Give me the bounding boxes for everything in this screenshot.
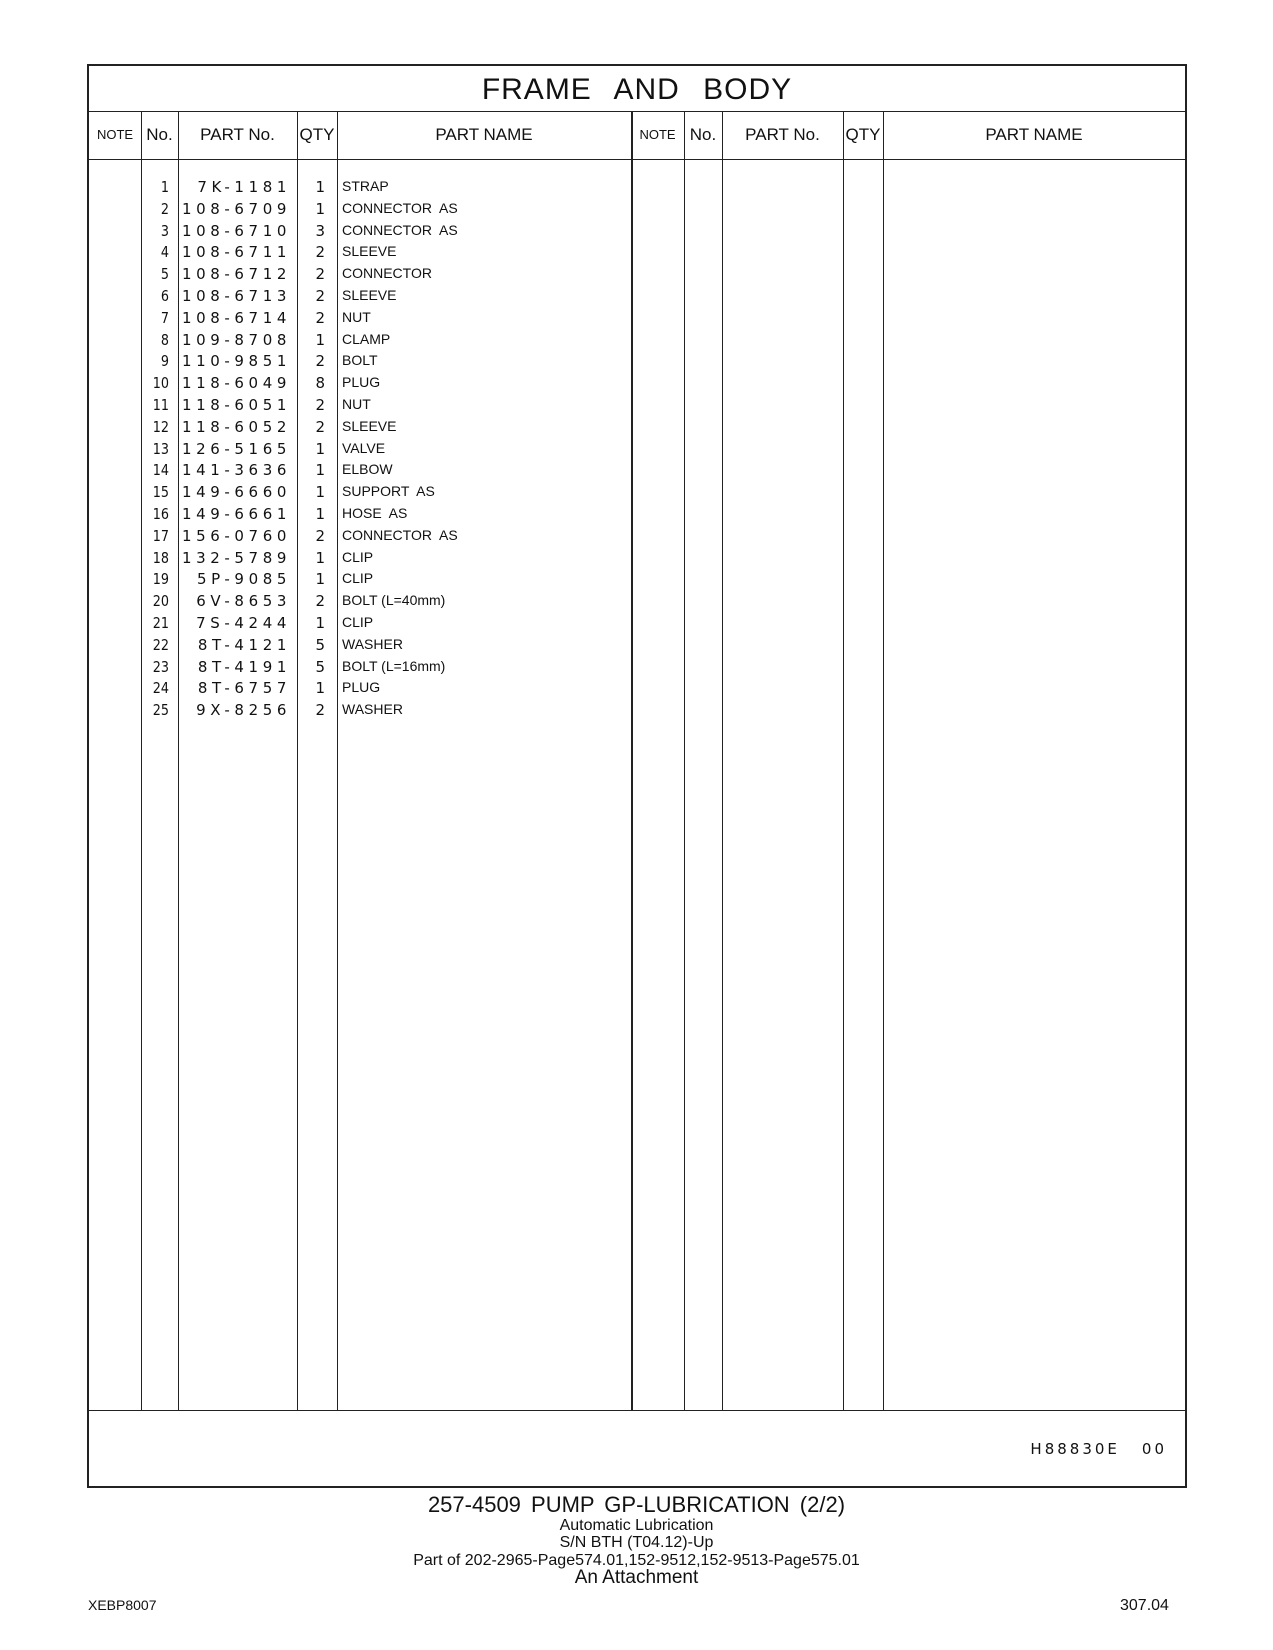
table-row: [89, 374, 689, 397]
part-name: PLUG: [342, 679, 381, 696]
table-row: [89, 505, 689, 528]
part-number: 108-6710: [181, 221, 291, 240]
part-number: 7K-1181: [197, 178, 291, 196]
table-header: [89, 112, 1185, 160]
table-row: [89, 570, 689, 593]
caption-attachment: An Attachment: [574, 1567, 699, 1588]
item-number: 18: [152, 548, 169, 567]
parts-list-frame: [87, 64, 1187, 1488]
document-id: XEBP8007: [88, 1597, 157, 1613]
header-no-right: No.: [689, 125, 717, 144]
part-name: CLIP: [342, 614, 374, 630]
table-row: [89, 679, 689, 702]
page-title: FRAME AND BODY: [89, 66, 1185, 112]
quantity: 1: [315, 548, 325, 567]
header-note-right: NOTE: [639, 127, 676, 142]
part-name: WASHER: [342, 635, 403, 652]
table-row: [89, 396, 689, 419]
table-row: [89, 243, 689, 266]
table-row: [89, 701, 689, 724]
part-name: WASHER: [342, 701, 403, 718]
table-row: [89, 636, 689, 659]
item-number: 13: [152, 439, 169, 458]
part-name: CLIP: [342, 548, 374, 565]
part-name: PLUG: [342, 374, 381, 391]
part-number: 110-9851: [181, 352, 291, 371]
part-number: 132-5789: [181, 548, 291, 567]
item-number: 12: [152, 417, 169, 436]
part-name: BOLT: [342, 352, 378, 369]
header-qty-left: QTY: [299, 125, 335, 144]
table-row: [89, 614, 689, 637]
part-number: 9X-8256: [196, 701, 291, 720]
table-row: [89, 222, 689, 245]
table-row: [89, 527, 689, 550]
part-number: 108-6712: [181, 265, 291, 284]
part-name: SLEEVE: [342, 243, 397, 260]
quantity: 2: [315, 526, 325, 545]
part-number: 7S-4244: [196, 614, 291, 632]
item-number: 15: [152, 483, 169, 502]
item-number: 4: [160, 243, 169, 262]
header-no-left: No.: [146, 125, 173, 144]
part-name: SLEEVE: [342, 287, 397, 303]
caption-part-of: Part of 202-2965-Page574.01,152-9512,152-9513-Page575.01: [413, 1552, 860, 1569]
quantity: 1: [315, 439, 325, 458]
item-number: 21: [152, 614, 169, 632]
part-number: 149-6660: [181, 483, 291, 502]
part-name: NUT: [342, 308, 371, 325]
part-name: SLEEVE: [342, 417, 397, 434]
part-number: 5P-9085: [196, 570, 291, 589]
table-row: [89, 483, 689, 506]
header-part-name-left: PART NAME: [435, 125, 533, 144]
item-number: 5: [160, 265, 169, 284]
part-number: 156-0760: [181, 526, 291, 545]
item-number: 9: [160, 352, 169, 371]
quantity: 2: [315, 701, 325, 720]
part-name: CONNECTOR AS: [342, 199, 458, 216]
table-row: [89, 331, 689, 354]
quantity: 5: [315, 657, 325, 676]
item-number: 23: [152, 657, 169, 676]
table-row: [89, 440, 689, 463]
quantity: 2: [315, 287, 325, 305]
quantity: 1: [315, 505, 325, 523]
quantity: 1: [315, 178, 325, 196]
part-number: 6V-8653: [196, 592, 291, 611]
item-number: 3: [160, 221, 169, 240]
quantity: 2: [315, 243, 325, 262]
part-number: 141-3636: [181, 461, 291, 480]
item-number: 7: [160, 308, 169, 327]
drawing-code: [1030, 1440, 1167, 1458]
item-number: 20: [152, 592, 169, 611]
column-divider: [883, 112, 884, 1410]
item-number: 17: [152, 526, 169, 545]
table-row: [89, 352, 689, 375]
part-number: 108-6713: [181, 287, 291, 305]
table-row: [89, 265, 689, 288]
item-number: 25: [152, 701, 169, 720]
part-number: 108-6709: [181, 199, 291, 218]
quantity: 1: [315, 614, 325, 632]
quantity: 1: [315, 330, 325, 349]
item-number: 8: [160, 330, 169, 349]
table-row: [89, 287, 689, 310]
quantity: 3: [315, 221, 325, 240]
part-name: BOLT (L=16mm): [342, 657, 446, 674]
column-divider: [722, 112, 723, 1410]
part-number: 8T-6757: [197, 679, 291, 698]
part-number: 126-5165: [181, 439, 291, 458]
part-name: CONNECTOR: [342, 265, 432, 282]
column-divider: [843, 112, 844, 1410]
quantity: 1: [315, 483, 325, 502]
header-part-no-right: PART No.: [745, 125, 820, 144]
part-name: HOSE AS: [342, 505, 408, 521]
part-number: 118-6051: [181, 396, 291, 414]
quantity: 2: [315, 308, 325, 327]
part-number: 118-6052: [181, 417, 291, 436]
part-number: 108-6711: [181, 243, 291, 262]
item-number: 1: [160, 178, 169, 196]
quantity: 2: [315, 592, 325, 611]
item-number: 6: [160, 287, 169, 305]
header-part-name-right: PART NAME: [985, 125, 1083, 144]
quantity: 1: [315, 570, 325, 589]
table-row: [89, 549, 689, 572]
item-number: 14: [152, 461, 169, 480]
part-name: STRAP: [342, 178, 389, 194]
quantity: 2: [315, 352, 325, 371]
part-number: 149-6661: [181, 505, 291, 523]
table-row: [89, 200, 689, 223]
part-name: CONNECTOR AS: [342, 221, 458, 238]
caption-subtitle: Automatic Lubrication: [559, 1517, 714, 1534]
part-number: 8T-4191: [197, 657, 291, 676]
footer-divider: [89, 1410, 1185, 1411]
table-row: [89, 309, 689, 332]
header-qty-right: QTY: [845, 125, 881, 144]
quantity: 1: [315, 679, 325, 698]
quantity: 2: [315, 265, 325, 284]
header-part-no-left: PART No.: [200, 125, 275, 144]
part-name: ELBOW: [342, 461, 393, 478]
caption-title: 257-4509 PUMP GP-LUBRICATION (2/2): [427, 1492, 846, 1517]
part-name: VALVE: [342, 439, 386, 456]
part-name: SUPPORT AS: [342, 483, 435, 500]
table-row: [89, 178, 689, 201]
part-name: CONNECTOR AS: [342, 526, 458, 543]
page-number: 307.04: [1120, 1597, 1169, 1614]
caption-serial: S/N BTH (T04.12)-Up: [559, 1534, 714, 1551]
quantity: 5: [315, 635, 325, 654]
item-number: 24: [152, 679, 169, 698]
item-number: 11: [152, 396, 169, 414]
item-number: 19: [152, 570, 169, 589]
item-number: 2: [160, 199, 169, 218]
part-number: 109-8708: [181, 330, 291, 349]
quantity: 1: [315, 461, 325, 480]
table-row: [89, 592, 689, 615]
revision-number: 00: [1141, 1440, 1167, 1458]
table-row: [89, 461, 689, 484]
part-name: NUT: [342, 396, 371, 412]
drawing-code-number: H88830E: [1030, 1440, 1120, 1458]
part-number: 8T-4121: [197, 635, 291, 654]
part-number: 118-6049: [181, 374, 291, 393]
part-number: 108-6714: [181, 308, 291, 327]
quantity: 1: [315, 199, 325, 218]
part-name: CLIP: [342, 570, 374, 587]
table-row: [89, 418, 689, 441]
quantity: 2: [315, 396, 325, 414]
item-number: 22: [152, 635, 169, 654]
part-name: CLAMP: [342, 330, 391, 347]
item-number: 10: [152, 374, 169, 393]
item-number: 16: [152, 505, 169, 523]
part-name: BOLT (L=40mm): [342, 592, 446, 609]
quantity: 2: [315, 417, 325, 436]
table-row: [89, 658, 689, 681]
quantity: 8: [315, 374, 325, 393]
header-note-left: NOTE: [96, 127, 134, 142]
